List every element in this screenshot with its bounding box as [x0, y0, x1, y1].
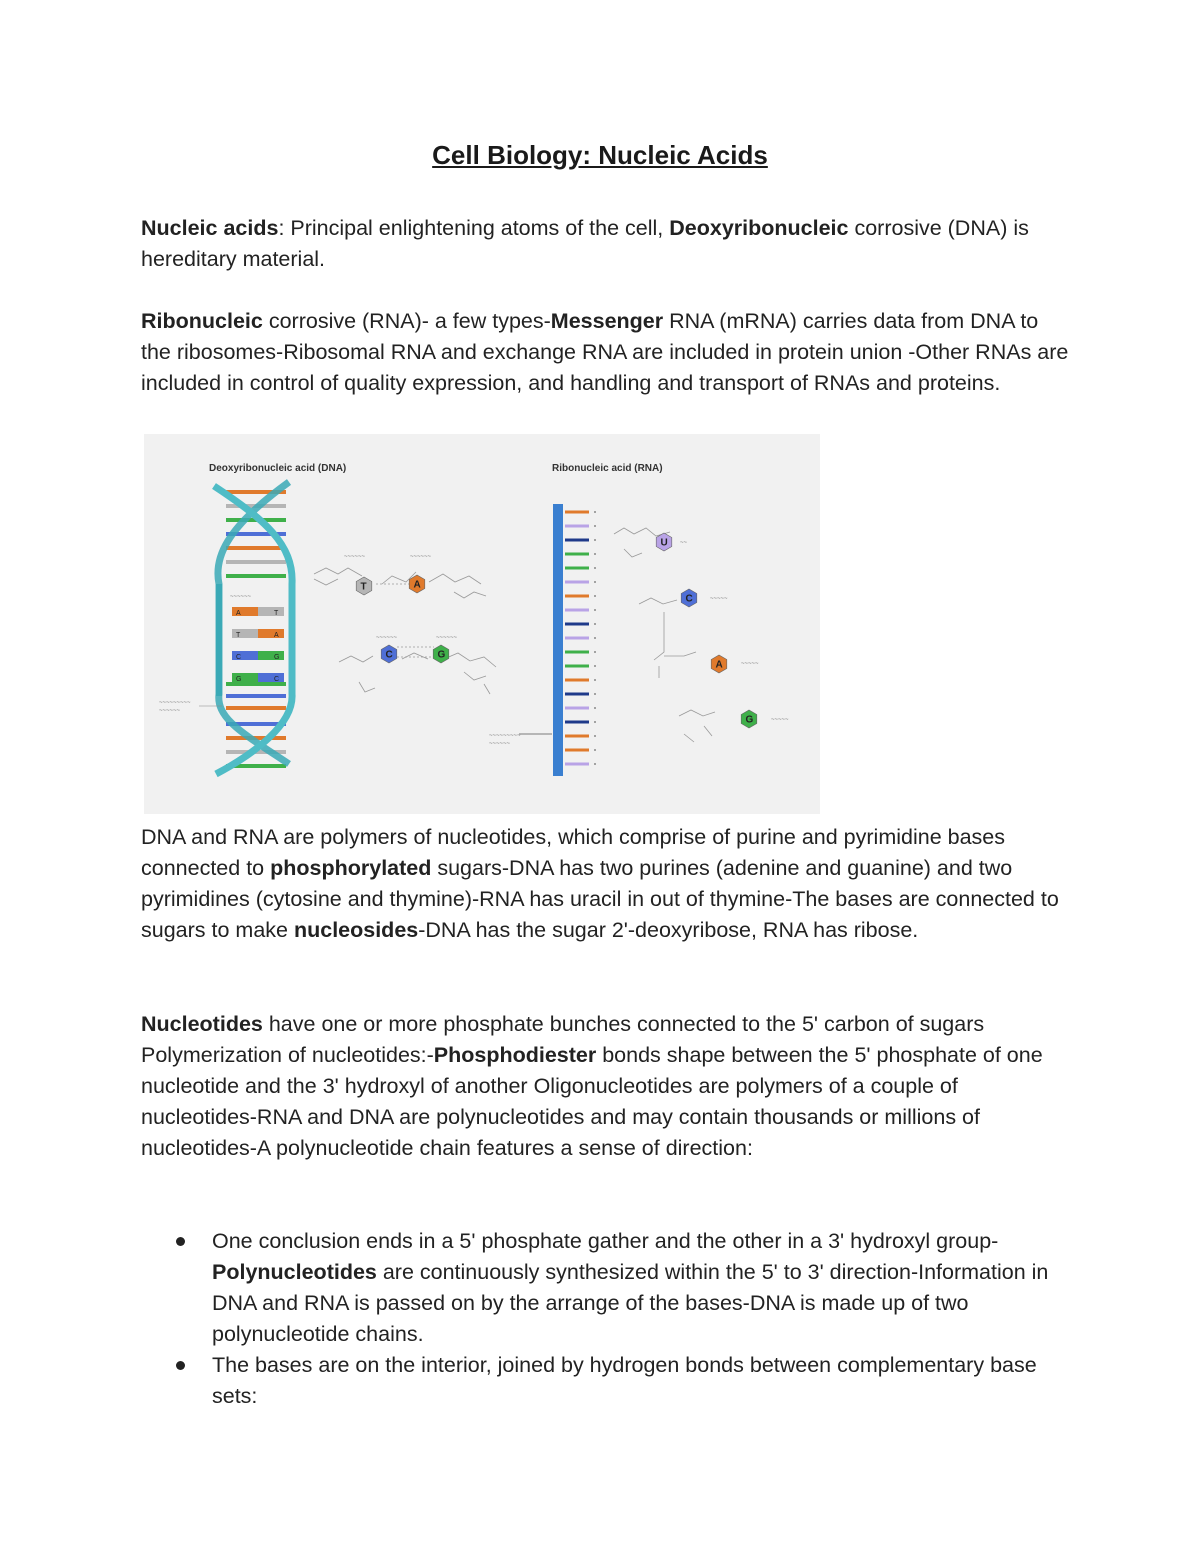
list-item	[141, 1350, 1071, 1412]
rna-tick-dot	[594, 637, 596, 639]
rna-tick-dot	[594, 721, 596, 723]
rna-tick-dot	[594, 525, 596, 527]
list-item	[141, 1226, 1071, 1350]
rna-nucleotide-structures	[614, 528, 715, 742]
figure-tiny-label: ~~~~~~	[410, 554, 432, 560]
base-pair-chip	[258, 651, 284, 660]
dna-rna-illustration	[144, 434, 820, 814]
base-pair-chip	[258, 629, 284, 638]
base-pair-chips	[232, 607, 284, 683]
paragraph-text: bonds shape between the 5' phosphate of one nucleotide and the 3' hydroxyl of another Oligonucleotides are polymers of a couple of nucleotides-RNA and DNA are polynucleotides and may contain thousands or millions of nucleotides-A polynucleotide chain features a sense of direction:	[141, 1043, 1043, 1160]
base-pair-chip	[258, 607, 284, 616]
paragraph-text: sugars-DNA has two purines (adenine and guanine) and two pyrimidines (cytosine and thymine)-RNA has uracil in out of thymine-The bases are connected to sugars to make	[141, 856, 1059, 942]
base-letter: U	[660, 537, 668, 549]
rna-base-ticks	[565, 511, 596, 765]
paragraph-text: have one or more phosphate bunches connected to the 5' carbon of sugars Polymerization of nucleotides:-	[141, 1012, 985, 1067]
rna-tick-dot	[594, 553, 596, 555]
rna-tick-dot	[594, 623, 596, 625]
rna-tick-dot	[594, 539, 596, 541]
rna-tick-dot	[594, 651, 596, 653]
dna-strand-back	[218, 482, 289, 764]
dna-figure-title: Deoxyribonucleic acid (DNA)	[209, 463, 347, 474]
rna-tick-dot	[594, 581, 596, 583]
figure-tiny-label: ~~~~~~	[230, 594, 252, 600]
paragraph-polymers	[141, 822, 1071, 946]
bold-term: nucleosides	[293, 918, 419, 942]
rna-tick-dot	[594, 567, 596, 569]
rna-tick-dot	[594, 749, 596, 751]
bold-term: Phosphodiester	[433, 1043, 597, 1067]
bullet-dot-icon	[176, 1361, 185, 1370]
base-letter: C	[685, 593, 693, 605]
list-item-text: The bases are on the interior, joined by hydrogen bonds between complementary base sets:	[212, 1353, 1037, 1408]
base-letter: A	[715, 659, 723, 671]
base-pair-chip	[258, 673, 284, 682]
figure-tiny-label: ~~~~~~~~~	[489, 733, 521, 739]
bold-term: Deoxyribonucleic	[669, 216, 849, 240]
paragraph-text: DNA and RNA are polymers of nucleotides, which comprise of purine and pyrimidine bases connected to	[141, 825, 1006, 880]
list-item-text: are continuously synthesized within the 5' to 3' direction-Information in DNA and RNA is passed on by the arrange of the bases-DNA is made up of two polynucleotide chains.	[212, 1260, 1049, 1346]
base-pair-letter: G	[236, 676, 242, 683]
paragraph-text: RNA (mRNA) carries data from DNA to the ribosomes-Ribosomal RNA and exchange RNA are included in protein union -Other RNAs are included in control of quality expression, and handling and transport of RNAs and proteins.	[141, 309, 1069, 395]
list-item-text: One conclusion ends in a 5' phosphate gather and the other in a 3' hydroxyl group-	[212, 1229, 999, 1253]
dna-nucleotide-structures	[314, 568, 496, 694]
rna-base-rings	[656, 533, 757, 728]
figure-tiny-label: ~~~~~~	[376, 635, 398, 641]
figure-tiny-label: ~~~~~~	[344, 554, 366, 560]
paragraph-text: corrosive (RNA)- a few types-	[262, 309, 551, 333]
rna-tick-dot	[594, 707, 596, 709]
base-letter: T	[360, 581, 367, 593]
rna-tick-dot	[594, 665, 596, 667]
paragraph-text: -DNA has the sugar 2'-deoxyribose, RNA has ribose.	[418, 918, 919, 942]
bullet-list	[141, 1226, 1071, 1412]
base-pair-letter: T	[236, 632, 241, 639]
rna-tick-dot	[594, 511, 596, 513]
paragraph-nucleotides	[141, 1009, 1071, 1164]
base-letter: G	[745, 714, 754, 726]
rna-tick-dot	[594, 679, 596, 681]
figure-tiny-label: ~~~~~	[710, 596, 728, 602]
paragraph-ribonucleic	[141, 306, 1071, 399]
bold-term: Ribonucleic	[141, 309, 263, 333]
dna-rna-figure	[144, 434, 820, 814]
base-pair-letter: A	[236, 610, 241, 617]
bold-term: Nucleotides	[141, 1012, 263, 1036]
dna-base-rings	[356, 575, 449, 663]
paragraph-text: : Principal enlightening atoms of the cell,	[278, 216, 670, 240]
bold-term: phosphorylated	[270, 856, 432, 880]
rna-tick-dot	[594, 595, 596, 597]
bold-term: Nucleic acids	[141, 216, 279, 240]
rna-tick-dot	[594, 735, 596, 737]
base-pair-letter: G	[274, 654, 280, 661]
figure-tiny-label: ~~~~~	[741, 661, 759, 667]
rna-tick-dot	[594, 763, 596, 765]
base-letter: C	[385, 649, 393, 661]
figure-tiny-label: ~~~~~~	[436, 635, 458, 641]
rna-tick-dot	[594, 693, 596, 695]
bold-term: Messenger	[550, 309, 664, 333]
bold-term: Polynucleotides	[212, 1260, 377, 1284]
base-pair-letter: T	[274, 610, 279, 617]
rna-tick-dot	[594, 609, 596, 611]
figure-tiny-label: ~~~~~~	[489, 741, 511, 747]
figure-tiny-label: ~~~~~~	[159, 708, 181, 714]
base-pair-letter: C	[274, 676, 280, 683]
page-title: Cell Biology: Nucleic Acids	[432, 140, 768, 170]
base-pair-letter: A	[274, 632, 279, 639]
base-pair-letter: C	[236, 654, 242, 661]
figure-tiny-label: ~~	[680, 540, 688, 546]
bullet-dot-icon	[176, 1237, 185, 1246]
paragraph-nucleic-acids	[141, 213, 1071, 275]
paragraph-text: corrosive (DNA) is hereditary material.	[141, 216, 1029, 271]
rna-backbone	[553, 504, 563, 776]
figure-tiny-label: ~~~~~	[771, 717, 789, 723]
rna-figure-title: Ribonucleic acid (RNA)	[552, 463, 663, 474]
base-letter: G	[437, 649, 446, 661]
figure-tiny-label: ~~~~~~~~~	[159, 700, 191, 706]
base-letter: A	[413, 579, 421, 591]
